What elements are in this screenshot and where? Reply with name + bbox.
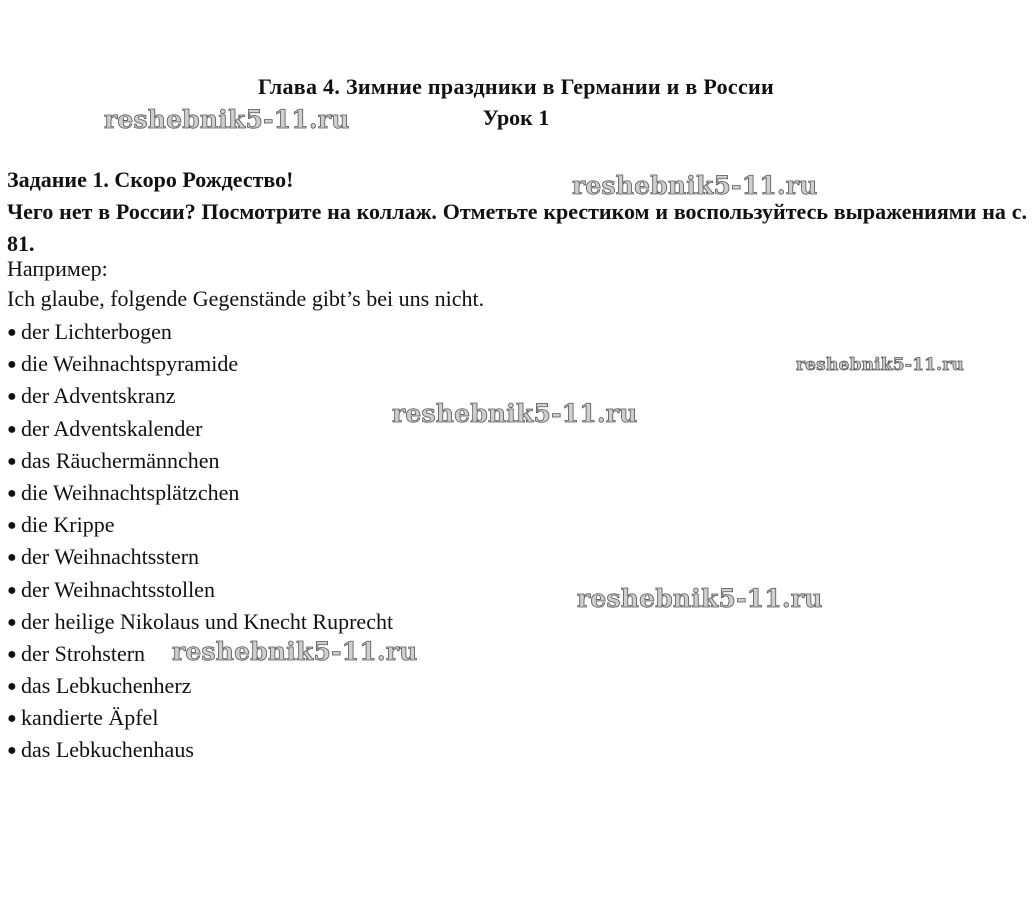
bullet-icon: ● (7, 356, 17, 374)
watermark: reshebnik5-11.ru (392, 399, 638, 428)
list-item (7, 670, 393, 702)
list-item (7, 509, 393, 541)
watermark: reshebnik5-11.ru (572, 171, 818, 200)
list-item (7, 574, 393, 606)
task-heading: Задание 1. Скоро Рождество! (7, 167, 294, 192)
watermark: reshebnik5-11.ru (796, 355, 964, 375)
bullet-icon: ● (7, 549, 17, 567)
list-item (7, 316, 393, 348)
bullet-icon: ● (7, 613, 17, 631)
list-item (7, 413, 393, 445)
bullet-icon: ● (7, 581, 17, 599)
chapter-title: Глава 4. Зимние праздники в Германии и в России (258, 74, 774, 99)
bullet-icon: ● (7, 710, 17, 728)
list-item-text: das Lebkuchenhaus (21, 737, 194, 763)
list-item-text: der Adventskalender (21, 415, 203, 441)
list-item-text: kandierte Äpfel (21, 705, 159, 731)
list-item-text: der Weihnachtsstern (21, 544, 200, 570)
list-item-text: der Lichterbogen (21, 319, 172, 344)
list-item-text: die Weihnachtsplätzchen (21, 479, 240, 505)
list-item (7, 541, 393, 573)
watermark: reshebnik5-11.ru (172, 637, 418, 666)
list-item (7, 477, 393, 509)
list-item (7, 445, 393, 477)
list-item-text: das Räuchermännchen (21, 447, 220, 473)
list-item-text: der Strohstern (21, 640, 146, 666)
bullet-icon: ● (7, 452, 17, 470)
watermark: reshebnik5-11.ru (577, 584, 823, 613)
bullet-icon: ● (7, 388, 17, 406)
bullet-icon: ● (7, 645, 17, 663)
task-instruction: Чего нет в России? Посмотрите на коллаж. Отметьте крестиком и воспользуйтесь выражениями на с. 81. (7, 199, 1027, 256)
bullet-icon: ● (7, 517, 17, 535)
bullet-icon: ● (7, 678, 17, 696)
list-item-text: der heilige Nikolaus und Knecht Ruprecht (21, 608, 394, 634)
example-label: Например: (7, 256, 108, 281)
watermark: reshebnik5-11.ru (104, 105, 350, 134)
bullet-icon: ● (7, 324, 17, 341)
list-item (7, 702, 393, 734)
list-item (7, 606, 393, 638)
list-item (7, 734, 393, 766)
bullet-icon: ● (7, 742, 17, 760)
list-item-text: der Weihnachtsstollen (21, 576, 215, 602)
lesson-title: Урок 1 (482, 105, 550, 130)
list-item (7, 380, 393, 412)
vocabulary-list (7, 316, 393, 767)
list-item-text: die Weihnachtspyramide (21, 351, 239, 377)
example-sentence: Ich glaube, folgende Gegenstände gibt’s bei uns nicht. (7, 286, 485, 311)
list-item (7, 348, 393, 380)
list-item-text: die Krippe (21, 512, 115, 538)
list-item-text: der Adventskranz (21, 383, 176, 409)
list-item-text: das Lebkuchenherz (21, 673, 192, 699)
bullet-icon: ● (7, 484, 17, 502)
bullet-icon: ● (7, 420, 17, 438)
